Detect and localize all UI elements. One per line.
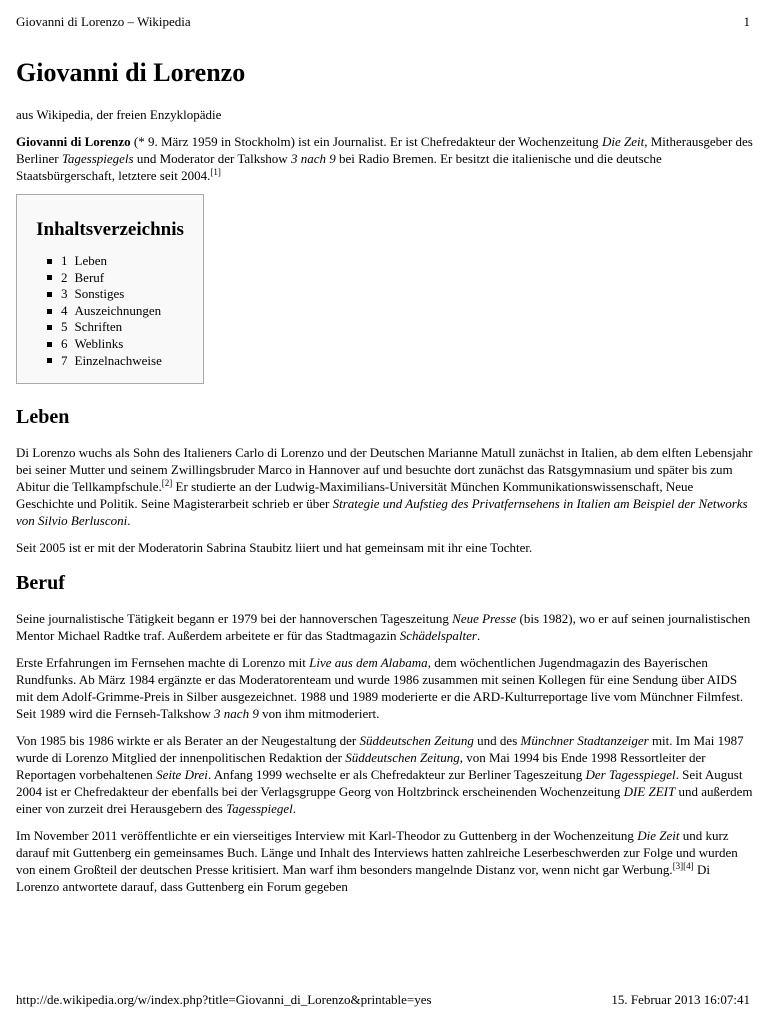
ref-1[interactable]: [1]	[210, 167, 221, 177]
link-seite-drei[interactable]: Seite Drei	[156, 767, 208, 783]
bullet-icon	[47, 342, 52, 347]
link-schaedelspalter[interactable]: Schädelspalter	[399, 628, 477, 644]
toc-item-einzelnachweise[interactable]: 7 Einzelnachweise	[47, 353, 195, 370]
link-sueddeutsche-zeitung[interactable]: Süddeutschen Zeitung	[359, 733, 474, 749]
bullet-icon	[47, 275, 52, 280]
link-3-nach-9-b[interactable]: 3 nach 9	[214, 706, 259, 722]
ref-2[interactable]: [2]	[161, 478, 173, 489]
leben-paragraph-1: Di Lorenzo wuchs als Sohn des Italieners Carlo di Lorenzo und der Deutschen Marianne Matull zunächst in Italien, ab dem elften Lebensjahr bei seiner Mutter und seinem Zwillingsbruder Marco in Hannover auf und besuchte dort zunächst das Ratsgymnasium und später bis zum Abitur die Tellkampfschule.[2] Er studierte an der Ludwig-Maximilians-Universität München Kommunikationswissenschaft, Neue Geschichte und Politik. Seine Magisterarbeit schrieb er über Strategie und Aufstieg des Privatfernsehens in Italien am Beispiel der Networks von Silvio Berlusconi.	[16, 445, 753, 529]
toc-item-leben[interactable]: 1 Leben	[47, 253, 195, 270]
footer-datetime: 15. Februar 2013 16:07:41	[611, 992, 750, 1007]
ref-3-4[interactable]: [3][4]	[672, 861, 694, 872]
site-subtitle: aus Wikipedia, der freien Enzyklopädie	[16, 107, 222, 122]
beruf-paragraph-3: Von 1985 bis 1986 wirkte er als Berater an der Neugestaltung der Süddeutschen Zeitung und des Münchner Stadtanzeiger mit. Im Mai 1987 wurde di Lorenzo Mitglied der innenpolitischen Redaktion der Süddeutschen Zeitung, von Mai 1994 bis Ende 1998 Ressortleiter der Reportagen vorbehaltenen Seite Drei. Anfang 1999 wechselte er als Chefredakteur zur Berliner Tageszeitung Der Tagesspiegel. Seit August 2004 ist er Chefredakteur der ebenfalls bei der Verlagsgruppe Georg von Holtzbrinck erscheinenden Wochenzeitung DIE ZEIT und außerdem einer von zurzeit drei Herausgebern des Tagesspiegel.	[16, 733, 753, 817]
toc-item-weblinks[interactable]: 6 Weblinks	[47, 336, 195, 353]
toc-list	[25, 253, 195, 369]
print-footer	[16, 992, 750, 1008]
toc-item-auszeichnungen[interactable]: 4 Auszeichnungen	[47, 303, 195, 320]
link-3-nach-9[interactable]: 3 nach 9	[290, 151, 336, 166]
link-sueddeutsche-zeitung-b[interactable]: Süddeutschen Zeitung	[345, 750, 460, 766]
link-tagesspiegel-b[interactable]: Tagesspiegel	[226, 801, 293, 817]
section-heading-leben: Leben	[16, 406, 70, 429]
intro-paragraph: Giovanni di Lorenzo (* 9. März 1959 in Stockholm) ist ein Journalist. Er ist Chefredakteur der Wochenzeitung Die Zeit, Mitherausgeber des Berliner Tagesspiegels und Moderator der Talkshow 3 nach 9 bei Radio Bremen. Er besitzt die italienische und die deutsche Staatsbürgerschaft, letztere seit 2004.[1]	[16, 134, 753, 183]
link-tagesspiegel[interactable]: Tagesspiegels	[61, 151, 134, 166]
toc-item-beruf[interactable]: 2 Beruf	[47, 270, 195, 287]
bullet-icon	[47, 292, 52, 297]
table-of-contents	[16, 194, 204, 384]
bullet-icon	[47, 259, 52, 264]
beruf-paragraph-2: Erste Erfahrungen im Fernsehen machte di Lorenzo mit Live aus dem Alabama, dem wöchentlichen Jugendmagazin des Bayerischen Rundfunks. Ab März 1984 ergänzte er das Moderatorenteam und wurde 1986 zusammen mit seinen Kollegen für eine Sendung über AIDS mit dem Adolf-Grimme-Preis in Silber ausgezeichnet. 1988 und 1989 moderierte er die ARD-Kulturreportage live vom Münchner Filmfest. Seit 1989 wird die Fernseh-Talkshow 3 nach 9 von ihm mitmoderiert.	[16, 655, 744, 722]
print-header	[16, 14, 750, 30]
bullet-icon	[47, 309, 52, 314]
section-heading-beruf: Beruf	[16, 572, 65, 595]
link-die-zeit-c[interactable]: Die Zeit	[637, 828, 680, 844]
link-live-aus-dem-alabama[interactable]: Live aus dem Alabama	[309, 655, 428, 671]
bullet-icon	[47, 325, 52, 330]
toc-item-schriften[interactable]: 5 Schriften	[47, 319, 195, 336]
link-muenchner-stadtanzeiger[interactable]: Münchner Stadtanzeiger	[520, 733, 649, 749]
beruf-paragraph-1: Seine journalistische Tätigkeit begann er 1979 bei der hannoverschen Tageszeitung Neue Presse (bis 1982), wo er auf seinen journalistischen Mentor Michael Radtke traf. Außerdem arbeitete er für das Stadtmagazin Schädelspalter.	[16, 611, 751, 644]
header-page-number: 1	[743, 14, 750, 29]
page-title: Giovanni di Lorenzo	[16, 58, 246, 87]
link-die-zeit[interactable]: Die Zeit	[601, 134, 645, 149]
footer-url: http://de.wikipedia.org/w/index.php?title=Giovanni_di_Lorenzo&printable=yes	[16, 992, 432, 1007]
toc-item-sonstiges[interactable]: 3 Sonstiges	[47, 286, 195, 303]
thesis-title: Strategie und Aufstieg des Privatfernsehens in Italien am Beispiel der Networks von Silvio Berlusconi	[16, 496, 748, 529]
bullet-icon	[47, 358, 52, 363]
beruf-paragraph-4: Im November 2011 veröffentlichte er ein vierseitiges Interview mit Karl-Theodor zu Guttenberg in der Wochenzeitung Die Zeit und kurz darauf mit Guttenberg ein gemeinsames Buch. Länge und Inhalt des Interviews hatten zahlreiche Leserbeschwerden zur Folge und wurden von einem Großteil der deutschen Presse kritisiert. Man warf ihm besonders mangelnde Distanz vor, wenn nicht gar Werbung.[3][4] Di Lorenzo antwortete darauf, dass Guttenberg ein Forum gegeben	[16, 828, 738, 895]
toc-title: Inhaltsverzeichnis	[36, 219, 184, 240]
link-der-tagesspiegel[interactable]: Der Tagesspiegel	[585, 767, 676, 783]
link-neue-presse[interactable]: Neue Presse	[452, 611, 517, 627]
intro-bold-name: Giovanni di Lorenzo	[16, 134, 131, 149]
header-title: Giovanni di Lorenzo – Wikipedia	[16, 14, 191, 29]
leben-paragraph-2: Seit 2005 ist er mit der Moderatorin Sabrina Staubitz liiert und hat gemeinsam mit ihr eine Tochter.	[16, 540, 533, 556]
article-content	[16, 56, 754, 905]
link-die-zeit-b[interactable]: DIE ZEIT	[623, 784, 676, 800]
